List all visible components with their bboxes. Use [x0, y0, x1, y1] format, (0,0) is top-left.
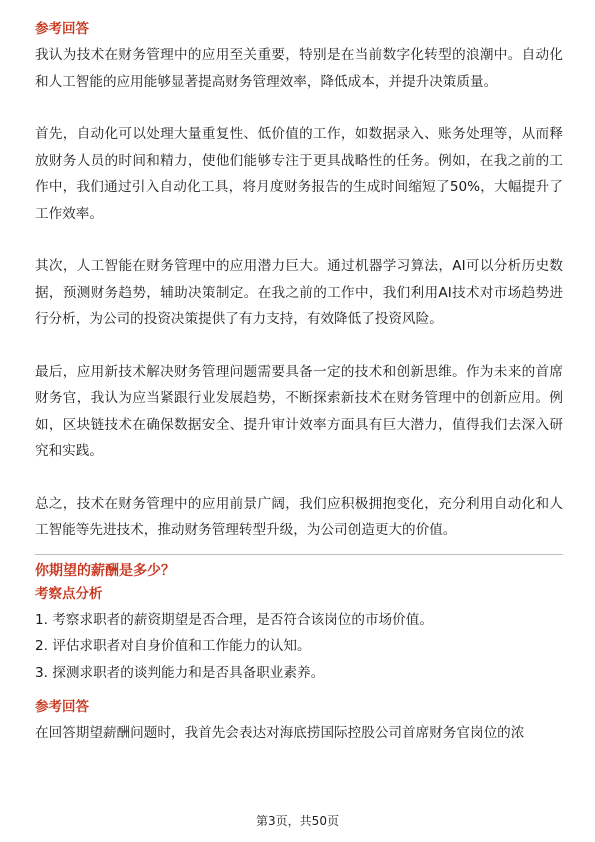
analysis-item: 1. 考察求职者的薪资期望是否合理，是否符合该岗位的市场价值。 — [35, 611, 433, 628]
reference-answer-heading-2: 参考回答 — [35, 699, 89, 715]
answer-paragraph: 最后，应用新技术解决财务管理问题需要具备一定的技术和创新思维。作为未来的首席财务官，我认为应当紧跟行业发展趋势，不断探索新技术在财务管理中的创新应用。例如，区块链技术在确保数据安全、提升审计效率方面具有巨大潜力，值得我们去深入研究和实践。 — [35, 363, 563, 459]
document-page — [35, 18, 563, 747]
reference-answer-heading: 参考回答 — [35, 21, 89, 37]
page-footer: 第3页，共50页 — [256, 814, 339, 828]
section-divider — [35, 554, 563, 555]
answer-paragraph: 我认为技术在财务管理中的应用至关重要，特别是在当前数字化转型的浪潮中。自动化和人工智能的应用能够显著提高财务管理效率，降低成本，并提升决策质量。 — [35, 47, 563, 90]
analysis-item: 3. 探测求职者的谈判能力和是否具备职业素养。 — [35, 664, 325, 681]
answer-paragraph: 在回答期望薪酬问题时，我首先会表达对海底捞国际控股公司首席财务官岗位的浓 — [35, 725, 525, 741]
analysis-item: 2. 评估求职者对自身价值和工作能力的认知。 — [35, 638, 311, 654]
answer-paragraph: 首先，自动化可以处理大量重复性、低价值的工作，如数据录入、账务处理等，从而释放财务人员的时间和精力，使他们能够专注于更具战略性的任务。例如，在我之前的工作中，我们通过引入自动化工具，将月度财务报告的生成时间缩短了50%，大幅提升了工作效率。 — [35, 126, 563, 222]
answer-paragraph: 总之，技术在财务管理中的应用前景广阔，我们应积极拥抱变化，充分利用自动化和人工智能等先进技术，推动财务管理转型升级，为公司创造更大的价值。 — [35, 495, 563, 538]
analysis-heading: 考察点分析 — [35, 585, 103, 602]
question-title: 你期望的薪酬是多少？ — [35, 562, 175, 579]
answer-paragraph: 其次，人工智能在财务管理中的应用潜力巨大。通过机器学习算法，AI可以分析历史数据，预测财务趋势，辅助决策制定。在我之前的工作中，我们利用AI技术对市场趋势进行分析，为公司的投资决策提供了有力支持，有效降低了投资风险。 — [35, 258, 563, 327]
